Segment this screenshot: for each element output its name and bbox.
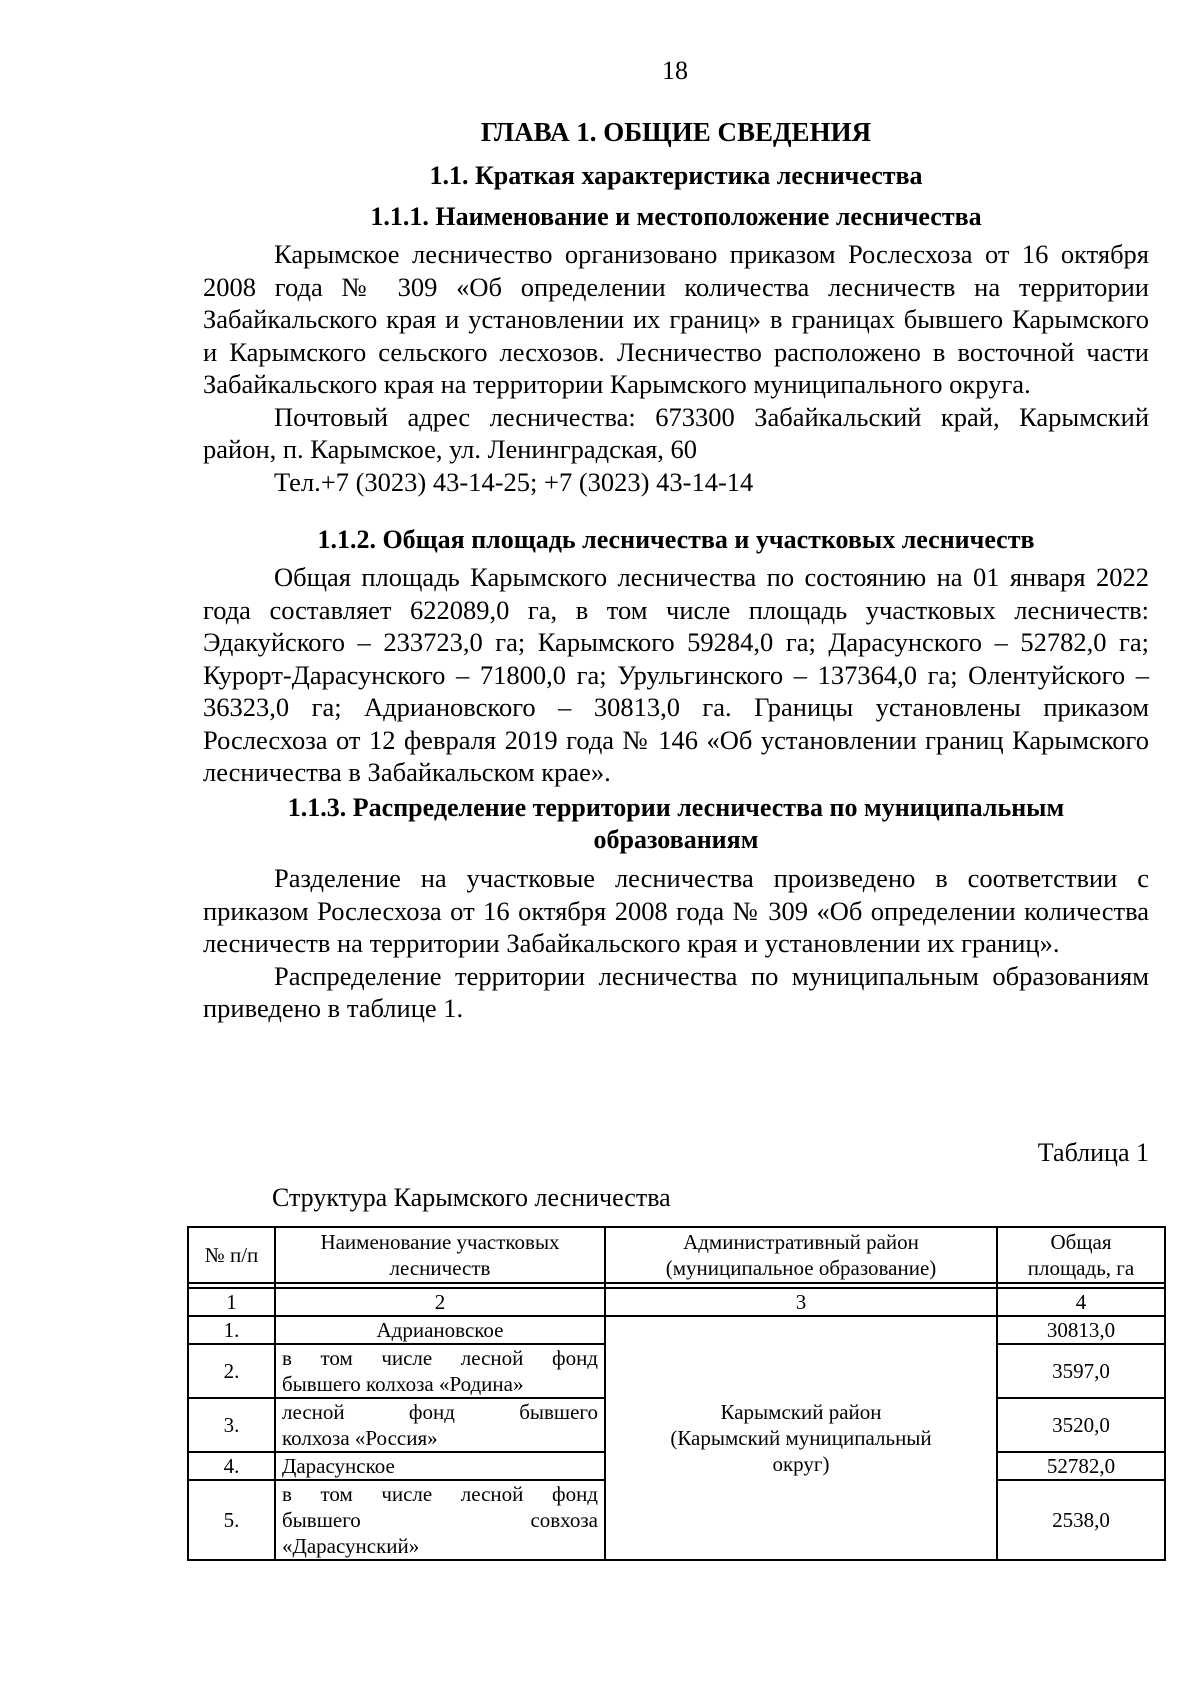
column-number: 2 <box>275 1288 605 1316</box>
row-num: 3. <box>188 1398 275 1452</box>
table-caption: Структура Карымского лесничества <box>272 1183 671 1212</box>
section-heading-1-1-3-line2: образованиям <box>593 825 759 854</box>
section-heading-1-1-2: 1.1.2. Общая площадь лесничества и участковых лесничеств <box>317 525 1035 554</box>
paragraph-phone: Тел.+7 (3023) 43-14-25; +7 (3023) 43-14-14 <box>274 466 754 497</box>
chapter-title: ГЛАВА 1. ОБЩИЕ СВЕДЕНИЯ <box>480 117 872 147</box>
page-number: 18 <box>662 56 688 85</box>
paragraph-postal-address: Почтовый адрес лесничества: 673300 Забайкальский край, Карымский район, п. Карымское, ул. Ленинградская, 60 <box>203 401 1149 464</box>
table-column-numbers-row <box>188 1288 1165 1316</box>
table-label: Таблица 1 <box>1037 1138 1149 1167</box>
row-area: 3520,0 <box>997 1398 1165 1452</box>
row-name: Адриановское <box>275 1316 605 1344</box>
district-cell: Карымский район (Карымский муниципальный округ) <box>605 1316 997 1560</box>
header-area: Общая площадь, га <box>997 1227 1165 1283</box>
paragraph-establishment: Карымское лесничество организовано приказом Рослесхоза от 16 октября 2008 года № 309 «Об определении количества лесничеств на территории Забайкальского края и установлении их границ» в границах бывшего Карымского и Карымского сельского лесхозов. Лесничество расположено в восточной части Забайкальского края на территории Карымского муниципального округа. <box>203 239 1149 399</box>
table-row <box>188 1316 1165 1344</box>
row-name: Дарасунское <box>275 1452 605 1480</box>
column-number: 3 <box>605 1288 997 1316</box>
header-num: № п/п <box>188 1227 275 1283</box>
row-num: 5. <box>188 1480 275 1560</box>
row-name: в том числе лесной фонд бывшего совхоза «Дарасунский» <box>275 1480 605 1560</box>
paragraph-division: Разделение на участковые лесничества произведено в соответствии с приказом Рослесхоза от 16 октября 2008 года № 309 «Об определении количества лесничеств на территории Забайкальского края и установлении их границ». <box>203 863 1149 958</box>
row-num: 4. <box>188 1452 275 1480</box>
row-num: 2. <box>188 1344 275 1398</box>
row-name: в том числе лесной фонд бывшего колхоза «Родина» <box>275 1344 605 1398</box>
row-name: лесной фонд бывшего колхоза «Россия» <box>275 1398 605 1452</box>
section-1-1-3-body <box>203 862 1149 1025</box>
section-heading-1-1-1: 1.1.1. Наименование и местоположение лесничества <box>370 202 982 231</box>
section-1-1-1-body <box>203 238 1149 498</box>
forestry-structure-table <box>187 1226 1166 1561</box>
paragraph-total-area: Общая площадь Карымского лесничества по состоянию на 01 января 2022 года составляет 622089,0 га, в том числе площадь участковых лесничеств: Эдакуйского – 233723,0 га; Карымского 59284,0 га; Дарасунского – 52782,0 га; Курорт-Дарасунского – 71800,0 га; Урульгинского – 137364,0 га; Олентуйского – 36323,0 га; Адриановского – 30813,0 га. Границы установлены приказом Рослесхоза от 12 февраля 2019 года № 146 «Об установлении границ Карымского лесничества в Забайкальском крае». <box>203 562 1149 787</box>
row-area: 3597,0 <box>997 1344 1165 1398</box>
column-number: 4 <box>997 1288 1165 1316</box>
paragraph-distribution: Распределение территории лесничества по муниципальным образованиям приведено в таблице 1. <box>203 960 1149 1023</box>
row-area: 30813,0 <box>997 1316 1165 1344</box>
row-area: 2538,0 <box>997 1480 1165 1560</box>
table-header-row <box>188 1227 1165 1283</box>
section-1-1-2-body <box>203 561 1149 789</box>
section-heading-1-1: 1.1. Краткая характеристика лесничества <box>429 161 923 190</box>
header-district: Административный район (муниципальное образование) <box>605 1227 997 1283</box>
column-number: 1 <box>188 1288 275 1316</box>
header-name: Наименование участковых лесничеств <box>275 1227 605 1283</box>
section-heading-1-1-3-line1: 1.1.3. Распределение территории лесничества по муниципальным <box>287 793 1065 822</box>
section-heading-1-1-3 <box>203 792 1149 856</box>
row-num: 1. <box>188 1316 275 1344</box>
row-area: 52782,0 <box>997 1452 1165 1480</box>
